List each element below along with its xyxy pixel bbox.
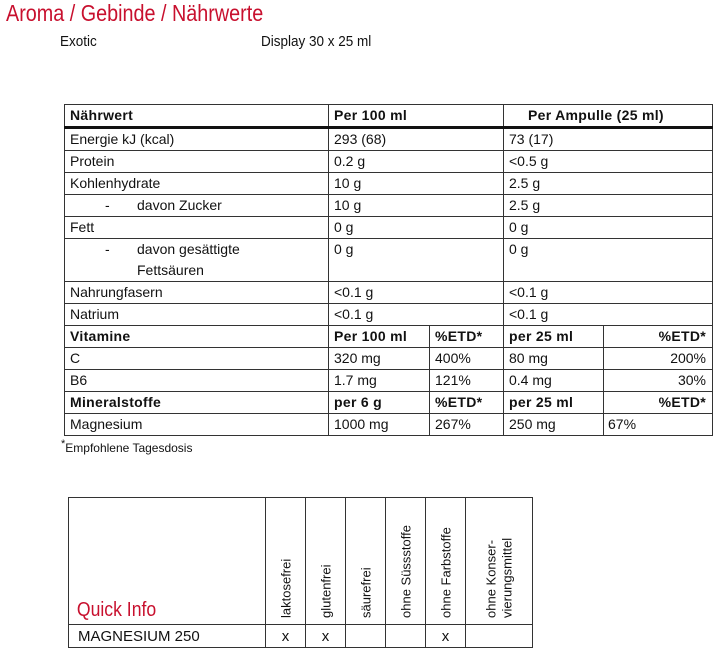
header-per-ampulle: Per Ampulle (25 ml) [504,105,713,128]
column-label: ohne Konser- [483,539,499,618]
footnote-mark: * [61,438,66,450]
table-row [65,239,713,282]
row-perampulle: 2.5 g [504,195,713,217]
row-per100: 10 g [329,173,504,195]
row-name: C [65,348,329,370]
row-name: Fett [65,217,329,239]
column-label: laktosefrei [278,558,293,618]
mark-cell [466,625,533,648]
product-name: MAGNESIUM 250 [69,625,266,648]
row-per100: 293 (68) [329,128,504,151]
table-row [65,128,713,151]
table-row [65,414,713,436]
mineralstoffe-header-row [65,392,713,414]
row-name: Kohlenhydrate [65,173,329,195]
row-name: B6 [65,370,329,392]
table-row [65,304,713,326]
mark-cell: x [306,625,346,648]
row-name: Protein [65,151,329,173]
header-mineralstoffe: Mineralstoffe [65,392,329,414]
quick-info-title: Quick Info [76,599,157,621]
column-header [346,498,386,625]
aroma-label: Exotic [60,33,97,50]
column-label: ohne Farbstoffe [438,527,453,618]
mark-cell [386,625,426,648]
column-label: ohne Süssstoffe [398,525,413,618]
row-per100: <0.1 g [329,282,504,304]
mark-cell [346,625,386,648]
column-header [266,498,306,625]
mark-cell: x [426,625,466,648]
mark-cell: x [266,625,306,648]
row-per100: 1.7 mg [329,370,430,392]
dash-mark: - [105,241,110,257]
header-per-25ml: per 25 ml [504,326,604,348]
nutrition-header-row [65,105,713,128]
row-etd: 121% [430,370,504,392]
row-name: Energie kJ (kcal) [65,128,329,151]
row-per100: 0.2 g [329,151,504,173]
quick-info-table [68,497,533,648]
table-row [65,173,713,195]
row-per25: 250 mg [504,414,604,436]
quick-info-header-row [69,498,533,625]
row-per100: 320 mg [329,348,430,370]
row-name: Nahrungfasern [65,282,329,304]
row-name-line2: Fettsäuren [137,262,204,278]
header-etd: %ETD* [604,326,713,348]
table-row [65,348,713,370]
column-header [466,498,533,625]
gebinde-label: Display 30 x 25 ml [261,33,372,50]
row-name-sub [65,239,329,282]
column-label: säurefrei [358,567,373,618]
header-vitamine: Vitamine [65,326,329,348]
row-per25: 80 mg [504,348,604,370]
row-name: Natrium [65,304,329,326]
row-per100: 0 g [329,239,504,282]
header-etd: %ETD* [430,326,504,348]
table-row [65,282,713,304]
table-row [65,195,713,217]
row-perampulle: 0 g [504,239,713,282]
row-perampulle: <0.5 g [504,151,713,173]
row-perampulle: <0.1 g [504,282,713,304]
row-name: Magnesium [65,414,329,436]
nutrition-table [64,104,713,436]
dash-mark: - [105,197,110,213]
header-per-100ml: Per 100 ml [329,105,504,128]
column-header [426,498,466,625]
row-name-sub [65,195,329,217]
header-etd: %ETD* [604,392,713,414]
product-row [69,625,533,648]
row-perampulle: 0 g [504,217,713,239]
column-header [306,498,346,625]
row-per25: 0.4 mg [504,370,604,392]
header-etd: %ETD* [430,392,504,414]
footnote [61,438,192,455]
column-header [386,498,426,625]
vitamine-header-row [65,326,713,348]
header-per-6g: per 6 g [329,392,430,414]
row-per6: 1000 mg [329,414,430,436]
row-perampulle: 73 (17) [504,128,713,151]
row-etd: 267% [430,414,504,436]
row-etd: 400% [430,348,504,370]
quick-info-title-cell [69,498,266,625]
column-label: glutenfrei [318,564,333,618]
row-name: davon Zucker [137,197,222,213]
table-row [65,151,713,173]
row-perampulle: <0.1 g [504,304,713,326]
row-etd: 67% [604,414,713,436]
page-title: Aroma / Gebinde / Nährwerte [6,0,264,26]
table-row [65,217,713,239]
header-naehrwert: Nährwert [65,105,329,128]
row-per100: 10 g [329,195,504,217]
row-perampulle: 2.5 g [504,173,713,195]
column-label: vierungsmittel [499,537,515,618]
footnote-text: Empfohlene Tagesdosis [65,441,193,455]
row-name-line1: davon gesättigte [137,241,240,257]
row-etd: 30% [604,370,713,392]
row-per100: 0 g [329,217,504,239]
header-per-25ml: per 25 ml [504,392,604,414]
table-row [65,370,713,392]
header-per-100ml: Per 100 ml [329,326,430,348]
row-etd: 200% [604,348,713,370]
row-per100: <0.1 g [329,304,504,326]
